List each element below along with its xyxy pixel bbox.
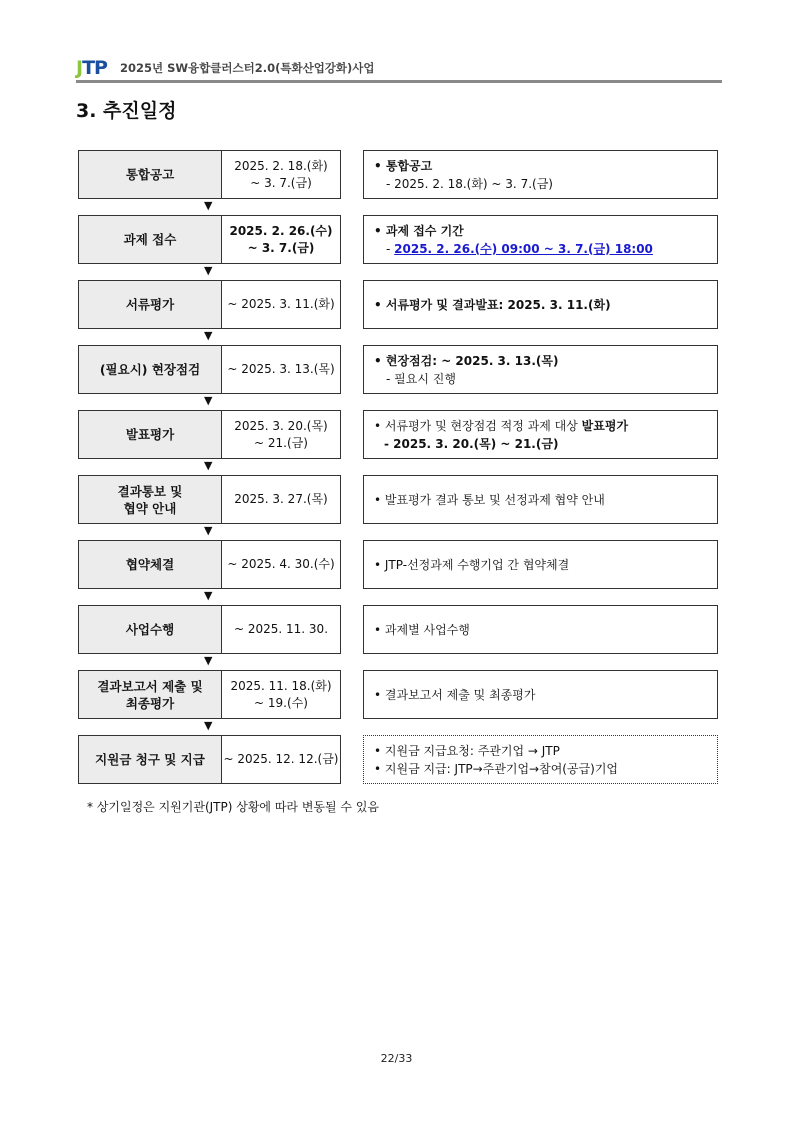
stage-date: 2025. 2. 26.(수) ~ 3. 7.(금) bbox=[229, 223, 333, 255]
stage-box bbox=[78, 540, 341, 589]
detail-line: • 과제 접수 기간 bbox=[374, 223, 464, 238]
schedule-row-document-review bbox=[78, 280, 718, 329]
schedule-row-payment bbox=[78, 735, 718, 784]
detail-line: • 현장점검: ~ 2025. 3. 13.(목) bbox=[374, 353, 559, 368]
stage-date: ~ 2025. 4. 30.(수) bbox=[227, 557, 335, 571]
down-arrow-icon: ▼ bbox=[204, 394, 213, 407]
page-number: 22/33 bbox=[380, 1052, 413, 1065]
detail-line: • 통합공고 bbox=[374, 158, 433, 173]
down-arrow-icon: ▼ bbox=[204, 589, 213, 602]
stage-date: ~ 2025. 11. 30. bbox=[233, 622, 329, 636]
stage-name: 결과통보 및 협약 안내 bbox=[79, 476, 222, 523]
stage-detail bbox=[363, 735, 718, 784]
detail-line: • 서류평가 및 결과발표: 2025. 3. 11.(화) bbox=[374, 297, 611, 312]
stage-name: (필요시) 현장점검 bbox=[79, 346, 222, 393]
stage-box bbox=[78, 670, 341, 719]
section-title: 3. 추진일정 bbox=[76, 100, 177, 122]
stage-detail bbox=[363, 475, 718, 524]
schedule-row-final-report bbox=[78, 670, 718, 719]
stage-date: 2025. 3. 27.(목) bbox=[234, 492, 328, 506]
detail-line: • 지원금 지급: JTP→주관기업→참여(공급)기업 bbox=[374, 761, 619, 776]
detail-line: • 결과보고서 제출 및 최종평가 bbox=[374, 687, 536, 702]
stage-box bbox=[78, 215, 341, 264]
down-arrow-icon: ▼ bbox=[204, 459, 213, 472]
stage-detail bbox=[363, 670, 718, 719]
stage-name: 과제 접수 bbox=[79, 216, 222, 263]
schedule-row-submission bbox=[78, 215, 718, 264]
stage-date: ~ 2025. 3. 11.(화) bbox=[227, 297, 335, 311]
jtp-logo: JTP bbox=[76, 57, 107, 79]
stage-detail bbox=[363, 280, 718, 329]
stage-detail bbox=[363, 540, 718, 589]
stage-box bbox=[78, 605, 341, 654]
stage-box bbox=[78, 410, 341, 459]
schedule-row-announcement bbox=[78, 150, 718, 199]
stage-date: ~ 2025. 3. 13.(목) bbox=[227, 362, 335, 376]
down-arrow-icon: ▼ bbox=[204, 719, 213, 732]
stage-name: 서류평가 bbox=[79, 281, 222, 328]
detail-line: • 지원금 지급요청: 주관기업 → JTP bbox=[374, 743, 560, 758]
detail-line: • 발표평가 결과 통보 및 선정과제 협약 안내 bbox=[374, 492, 605, 507]
stage-detail bbox=[363, 410, 718, 459]
detail-emphasis: 발표평가 bbox=[581, 418, 629, 433]
down-arrow-icon: ▼ bbox=[204, 264, 213, 277]
down-arrow-icon: ▼ bbox=[204, 329, 213, 342]
schedule-row-agreement bbox=[78, 540, 718, 589]
down-arrow-icon: ▼ bbox=[204, 654, 213, 667]
detail-subline: - 2025. 2. 18.(화) ~ 3. 7.(금) bbox=[386, 176, 553, 191]
detail-prefix: - bbox=[386, 241, 395, 256]
submission-period-link[interactable]: 2025. 2. 26.(수) 09:00 ~ 3. 7.(금) 18:00 bbox=[394, 241, 653, 256]
stage-box bbox=[78, 735, 341, 784]
stage-date: ~ 2025. 12. 12.(금) bbox=[223, 752, 339, 766]
stage-name: 결과보고서 제출 및 최종평가 bbox=[79, 671, 222, 718]
stage-date: 2025. 3. 20.(목) ~ 21.(금) bbox=[234, 418, 328, 450]
down-arrow-icon: ▼ bbox=[204, 524, 213, 537]
down-arrow-icon: ▼ bbox=[204, 199, 213, 212]
schedule-row-execution bbox=[78, 605, 718, 654]
header-divider bbox=[76, 80, 722, 83]
detail-subline: - 필요시 진행 bbox=[386, 371, 456, 386]
stage-box bbox=[78, 150, 341, 199]
footnote: * 상기일정은 지원기관(JTP) 상황에 따라 변동될 수 있음 bbox=[87, 800, 380, 814]
stage-box bbox=[78, 475, 341, 524]
schedule-row-site-inspection bbox=[78, 345, 718, 394]
stage-name: 통합공고 bbox=[79, 151, 222, 198]
stage-name: 사업수행 bbox=[79, 606, 222, 653]
stage-name: 발표평가 bbox=[79, 411, 222, 458]
detail-prefix: • 서류평가 및 현장점검 적정 과제 대상 bbox=[374, 418, 582, 433]
stage-box bbox=[78, 345, 341, 394]
stage-detail bbox=[363, 605, 718, 654]
schedule-row-presentation bbox=[78, 410, 718, 459]
stage-name: 협약체결 bbox=[79, 541, 222, 588]
stage-name: 지원금 청구 및 지급 bbox=[79, 736, 222, 783]
stage-box bbox=[78, 280, 341, 329]
header-title: 2025년 SW융합클러스터2.0(특화산업강화)사업 bbox=[120, 61, 375, 75]
stage-date: 2025. 2. 18.(화) ~ 3. 7.(금) bbox=[234, 158, 328, 190]
stage-detail bbox=[363, 345, 718, 394]
detail-line: • JTP-선정과제 수행기업 간 협약체결 bbox=[374, 557, 570, 572]
page-header bbox=[76, 56, 722, 84]
stage-detail bbox=[363, 150, 718, 199]
stage-detail bbox=[363, 215, 718, 264]
stage-date: 2025. 11. 18.(화) ~ 19.(수) bbox=[230, 678, 332, 710]
schedule-row-result-notice bbox=[78, 475, 718, 524]
detail-subline: - 2025. 3. 20.(목) ~ 21.(금) bbox=[384, 436, 559, 451]
detail-line: • 과제별 사업수행 bbox=[374, 622, 470, 637]
